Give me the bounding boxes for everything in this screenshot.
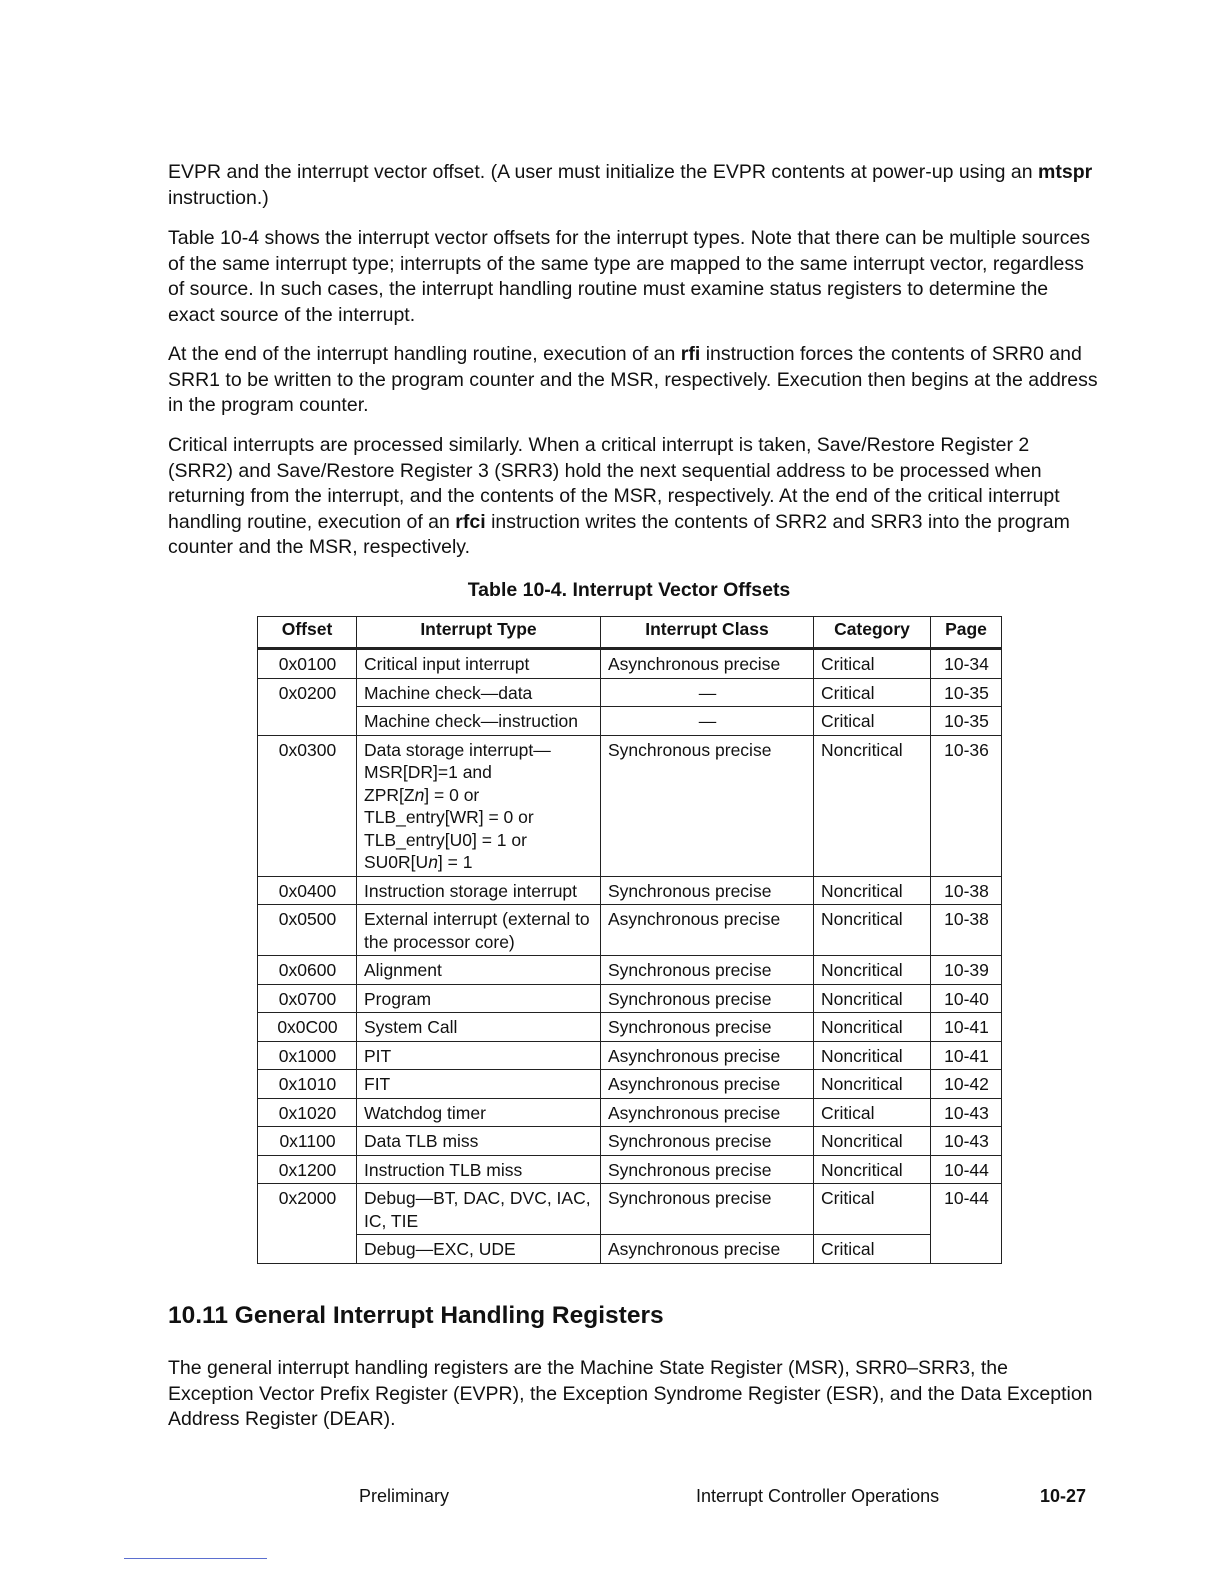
table-row bbox=[258, 1235, 1002, 1264]
cell-offset: 0x0C00 bbox=[258, 1013, 357, 1042]
cell-type: Program bbox=[357, 984, 601, 1013]
paragraph-critical-interrupts bbox=[168, 433, 1098, 561]
table-row bbox=[258, 649, 1002, 679]
cell-category: Critical bbox=[814, 678, 931, 707]
cell-class: Synchronous precise bbox=[601, 1155, 814, 1184]
cell-category: Noncritical bbox=[814, 735, 931, 876]
cell-page: 10-40 bbox=[931, 984, 1002, 1013]
table-row bbox=[258, 735, 1002, 876]
table-row bbox=[258, 956, 1002, 985]
cell-type: Instruction storage interrupt bbox=[357, 876, 601, 905]
cell-class: Synchronous precise bbox=[601, 956, 814, 985]
cell-offset: 0x1200 bbox=[258, 1155, 357, 1184]
cell-type: Debug—EXC, UDE bbox=[357, 1235, 601, 1264]
cell-category: Noncritical bbox=[814, 984, 931, 1013]
text-run: EVPR and the interrupt vector offset. (A user must initialize the EVPR contents at power-up using an bbox=[168, 161, 1039, 183]
table-row bbox=[258, 1098, 1002, 1127]
cell-class: Asynchronous precise bbox=[601, 1070, 814, 1099]
paragraph-table-intro: Table 10-4 shows the interrupt vector offsets for the interrupt types. Note that there can be multiple sources of the same interrupt type; interrupts of the same type are mapped to the same interrupt vector, regardless of source. In such cases, the interrupt handling routine must examine status registers to determine the exact source of the interrupt. bbox=[168, 227, 1091, 326]
cell-offset: 0x0200 bbox=[258, 678, 357, 707]
cell-type: Debug—BT, DAC, DVC, IAC, IC, TIE bbox=[357, 1184, 601, 1235]
type-line: Data storage interrupt— bbox=[364, 739, 551, 760]
cell-offset: 0x0700 bbox=[258, 984, 357, 1013]
cell-type: System Call bbox=[357, 1013, 601, 1042]
table-row bbox=[258, 1041, 1002, 1070]
cell-page: 10-34 bbox=[931, 649, 1002, 679]
cell-category: Noncritical bbox=[814, 1155, 931, 1184]
cell-class: — bbox=[601, 707, 814, 736]
cell-page: 10-35 bbox=[931, 678, 1002, 707]
type-line: ZPR[Z bbox=[364, 784, 415, 805]
table-header-row bbox=[258, 617, 1002, 649]
footer-chapter-title: Interrupt Controller Operations bbox=[696, 1486, 940, 1506]
bottom-rule bbox=[124, 1558, 267, 1559]
cell-class: Synchronous precise bbox=[601, 1184, 814, 1235]
type-line: ] = 0 or bbox=[424, 784, 480, 805]
cell-class: Asynchronous precise bbox=[601, 1098, 814, 1127]
cell-class: Synchronous precise bbox=[601, 735, 814, 876]
table-row bbox=[258, 1155, 1002, 1184]
cell-page: 10-38 bbox=[931, 876, 1002, 905]
table-row bbox=[258, 1013, 1002, 1042]
text-run: Critical interrupts are processed similarly. When a critical interrupt is taken, Save/Restore Register 2 (SRR2) and Save/Restore Register 3 (SRR3) hold the next sequential address to be processed when returning from the interrupt, and the contents of the MSR, respectively. At the end of the critical interrupt handling routine, execution of an bbox=[168, 434, 1060, 533]
cell-offset: 0x0500 bbox=[258, 905, 357, 956]
cell-offset-empty bbox=[258, 707, 357, 736]
cell-category: Noncritical bbox=[814, 876, 931, 905]
cell-type: Watchdog timer bbox=[357, 1098, 601, 1127]
table-row bbox=[258, 707, 1002, 736]
text-run: instruction writes the contents of SRR2 and SRR3 into the program counter and the MSR, respectively. bbox=[168, 510, 1070, 558]
cell-offset: 0x0300 bbox=[258, 735, 357, 876]
cell-page: 10-38 bbox=[931, 905, 1002, 956]
type-line: TLB_entry[WR] = 0 or bbox=[364, 807, 534, 827]
type-line: TLB_entry[U0] = 1 or bbox=[364, 829, 527, 850]
cell-page: 10-41 bbox=[931, 1013, 1002, 1042]
table-caption: Table 10-4. Interrupt Vector Offsets bbox=[467, 579, 791, 601]
cell-offset: 0x0600 bbox=[258, 956, 357, 985]
cell-page: 10-41 bbox=[931, 1041, 1002, 1070]
table-row bbox=[258, 1184, 1002, 1235]
cell-page-empty bbox=[931, 1235, 1002, 1264]
type-line-italic: n bbox=[428, 852, 438, 872]
cell-page: 10-44 bbox=[931, 1184, 1002, 1235]
cell-category: Noncritical bbox=[814, 1070, 931, 1099]
header-offset: Offset bbox=[258, 617, 357, 649]
interrupt-vector-table bbox=[257, 616, 1002, 1264]
cell-offset: 0x1010 bbox=[258, 1070, 357, 1099]
header-interrupt-class: Interrupt Class bbox=[601, 617, 814, 649]
cell-type: Machine check—instruction bbox=[357, 707, 601, 736]
cell-type: Instruction TLB miss bbox=[357, 1155, 601, 1184]
cell-class: Asynchronous precise bbox=[601, 1235, 814, 1264]
text-run: At the end of the interrupt handling routine, execution of an bbox=[168, 343, 681, 365]
cell-page: 10-39 bbox=[931, 956, 1002, 985]
instruction-mnemonic: mtspr bbox=[1038, 161, 1093, 183]
text-run: instruction.) bbox=[168, 186, 269, 209]
instruction-mnemonic: rfi bbox=[680, 343, 701, 365]
cell-type: Alignment bbox=[357, 956, 601, 985]
section-heading: 10.11 General Interrupt Handling Registers bbox=[168, 1302, 664, 1329]
footer-page-number: 10-27 bbox=[1040, 1486, 1087, 1506]
cell-category: Noncritical bbox=[814, 905, 931, 956]
cell-category: Noncritical bbox=[814, 1013, 931, 1042]
table-row bbox=[258, 678, 1002, 707]
cell-category: Critical bbox=[814, 1184, 931, 1235]
cell-class: Synchronous precise bbox=[601, 1127, 814, 1156]
header-category: Category bbox=[814, 617, 931, 649]
cell-class: Synchronous precise bbox=[601, 1013, 814, 1042]
cell-page: 10-36 bbox=[931, 735, 1002, 876]
cell-page: 10-44 bbox=[931, 1155, 1002, 1184]
type-line: ] = 1 bbox=[437, 852, 473, 872]
cell-offset: 0x1000 bbox=[258, 1041, 357, 1070]
cell-offset: 0x2000 bbox=[258, 1184, 357, 1235]
table-row bbox=[258, 984, 1002, 1013]
cell-category: Noncritical bbox=[814, 1041, 931, 1070]
cell-class: Asynchronous precise bbox=[601, 649, 814, 679]
cell-category: Critical bbox=[814, 1235, 931, 1264]
table-row bbox=[258, 1070, 1002, 1099]
cell-offset: 0x0100 bbox=[258, 649, 357, 679]
cell-page: 10-43 bbox=[931, 1098, 1002, 1127]
cell-type: FIT bbox=[357, 1070, 601, 1099]
cell-page: 10-43 bbox=[931, 1127, 1002, 1156]
cell-type bbox=[357, 735, 601, 876]
type-line-italic: n bbox=[414, 784, 425, 805]
cell-offset: 0x1020 bbox=[258, 1098, 357, 1127]
table-row bbox=[258, 876, 1002, 905]
header-page: Page bbox=[931, 617, 1002, 649]
instruction-mnemonic: rfci bbox=[455, 510, 486, 533]
cell-class: Synchronous precise bbox=[601, 876, 814, 905]
cell-type: External interrupt (external to the processor core) bbox=[357, 905, 601, 956]
cell-type: Machine check—data bbox=[357, 678, 601, 707]
cell-category: Critical bbox=[814, 1098, 931, 1127]
table-row bbox=[258, 1127, 1002, 1156]
table-row bbox=[258, 905, 1002, 956]
cell-page: 10-35 bbox=[931, 707, 1002, 736]
text-run: instruction forces the contents of SRR0 and SRR1 to be written to the program counter and the MSR, respectively. Execution then begins at the address in the program counter. bbox=[168, 343, 1098, 416]
cell-offset-empty bbox=[258, 1235, 357, 1264]
cell-page: 10-42 bbox=[931, 1070, 1002, 1099]
cell-class: — bbox=[601, 678, 814, 707]
cell-type: Critical input interrupt bbox=[357, 649, 601, 679]
header-interrupt-type: Interrupt Type bbox=[357, 617, 601, 649]
cell-class: Asynchronous precise bbox=[601, 1041, 814, 1070]
cell-type: PIT bbox=[357, 1041, 601, 1070]
cell-category: Noncritical bbox=[814, 956, 931, 985]
cell-class: Synchronous precise bbox=[601, 984, 814, 1013]
cell-offset: 0x0400 bbox=[258, 876, 357, 905]
type-line: MSR[DR]=1 and bbox=[364, 762, 492, 782]
paragraph-general-registers: The general interrupt handling registers are the Machine State Register (MSR), SRR0–SRR3, the Exception Vector Prefix Register (EVPR), the Exception Syndrome Register (ESR), and the Data Exception Address Register (DEAR). bbox=[168, 1357, 1093, 1430]
paragraph-rfi bbox=[168, 342, 1098, 419]
cell-category: Critical bbox=[814, 707, 931, 736]
cell-category: Critical bbox=[814, 649, 931, 679]
type-line: SU0R[U bbox=[364, 852, 429, 872]
footer-preliminary: Preliminary bbox=[359, 1486, 450, 1506]
cell-offset: 0x1100 bbox=[258, 1127, 357, 1156]
cell-class: Asynchronous precise bbox=[601, 905, 814, 956]
cell-category: Noncritical bbox=[814, 1127, 931, 1156]
cell-type: Data TLB miss bbox=[357, 1127, 601, 1156]
paragraph-evpr bbox=[168, 160, 1098, 211]
